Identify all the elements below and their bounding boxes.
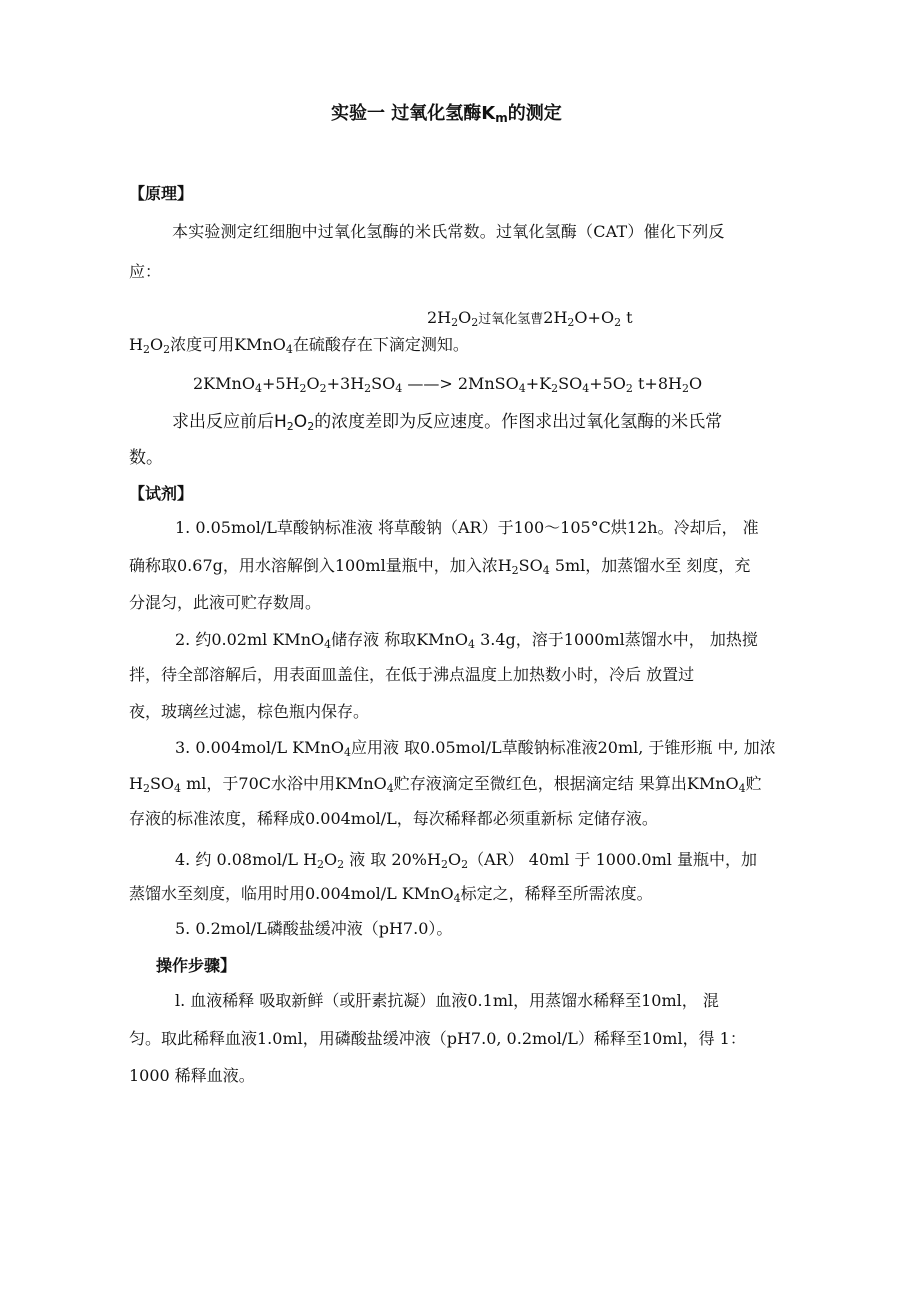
reagent-3-line-2: $H_2SO_4$ ml，于70C水浴中用KMnO$_4$贮存液滴定至微红色，根据滴定结 果算出KMnO$_4$贮: [129, 774, 762, 795]
procedure-step-1-line-2: 匀。取此稀释血液1.0ml，用磷酸盐缓冲液（pH7.0, 0.2mol/L）稀释至10ml，得 1：: [129, 1029, 746, 1048]
page-title: 实验一 过氧化氢酶$K_m$的测定: [331, 103, 562, 125]
reagent-5: 5. 0.2mol/L磷酸盐缓冲液（pH7.0）。: [175, 919, 453, 938]
principle-paragraph-1-cont: 应：: [129, 262, 162, 281]
procedure-step-1-line-3: 1000 稀释血液。: [129, 1066, 255, 1085]
section-heading-principle: 【原理】: [129, 184, 194, 203]
reagent-2-line-3: 夜，玻璃丝过滤，棕色瓶内保存。: [129, 702, 370, 721]
reagent-1-line-2: 确称取0.67g，用水溶解倒入100ml量瓶中，加入浓$H_2SO_4$ 5ml，加蒸馏水至 刻度，充: [129, 556, 751, 577]
reagent-3-line-3: 存液的标准浓度，稀释成0.004mol/L，每次稀释都必须重新标 定储存液。: [129, 809, 658, 828]
h2o2-titration-line: $H_2O_2$浓度可用KMnO$_4$在硫酸存在下滴定测知。: [129, 335, 469, 356]
procedure-step-1-line-1: l. 血液稀释 吸取新鲜（或肝素抗凝）血液0.1ml，用蒸馏水稀释至10ml， 混: [175, 991, 719, 1010]
principle-paragraph-1: 本实验测定红细胞中过氧化氢酶的米氏常数。过氧化氢酶（CAT）催化下列反: [172, 222, 725, 241]
reaction-equation-1: $2H_2O_2$过氧化氢曹$2H_2O+O_2$ t: [427, 308, 633, 329]
principle-paragraph-2: 求出反应前后$H_2O_2$的浓度差即为反应速度。作图求出过氧化氢酶的米氏常: [172, 412, 723, 433]
reagent-4-line-2: 蒸馏水至刻度，临用时用0.004mol/L KMnO$_4$标定之，稀释至所需浓度。: [129, 884, 653, 905]
reaction-equation-2: $2KMnO_4+5H_2O_2+3H_2SO_4$ ——> $2MnSO_4+K_2SO_4+5O_2$ $t+8H_2O$: [193, 374, 703, 395]
section-heading-reagents: 【试剂】: [129, 484, 194, 503]
reagent-1-line-3: 分混匀，此液可贮存数周。: [129, 593, 322, 612]
reagent-1-line-1: 1. 0.05mol/L草酸钠标准液 将草酸钠（AR）于100〜105°C烘12h。冷却后， 准: [175, 518, 759, 537]
reagent-2-line-1: 2. 约0.02ml KMnO$_4$储存液 称取KMnO$_4$ 3.4g，溶于1000ml蒸馏水中， 加热搅: [175, 630, 758, 651]
principle-paragraph-2-cont: 数。: [129, 448, 163, 468]
reagent-2-line-2: 拌，待全部溶解后，用表面皿盖住，在低于沸点温度上加热数小时，冷后 放置过: [129, 665, 695, 684]
reagent-3-line-1: 3. 0.004mol/L KMnO$_4$应用液 取0.05mol/L草酸钠标准液20ml, 于锥形瓶 中, 加浓: [175, 738, 776, 759]
section-heading-procedure: 操作步骤】: [156, 956, 237, 975]
reagent-4-line-1: 4. 约 0.08mol/L $H_2O_2$ 液 取 $20\%H_2O_2(AR)$ 40ml 于 1000.0ml 量瓶中，加: [175, 850, 757, 871]
